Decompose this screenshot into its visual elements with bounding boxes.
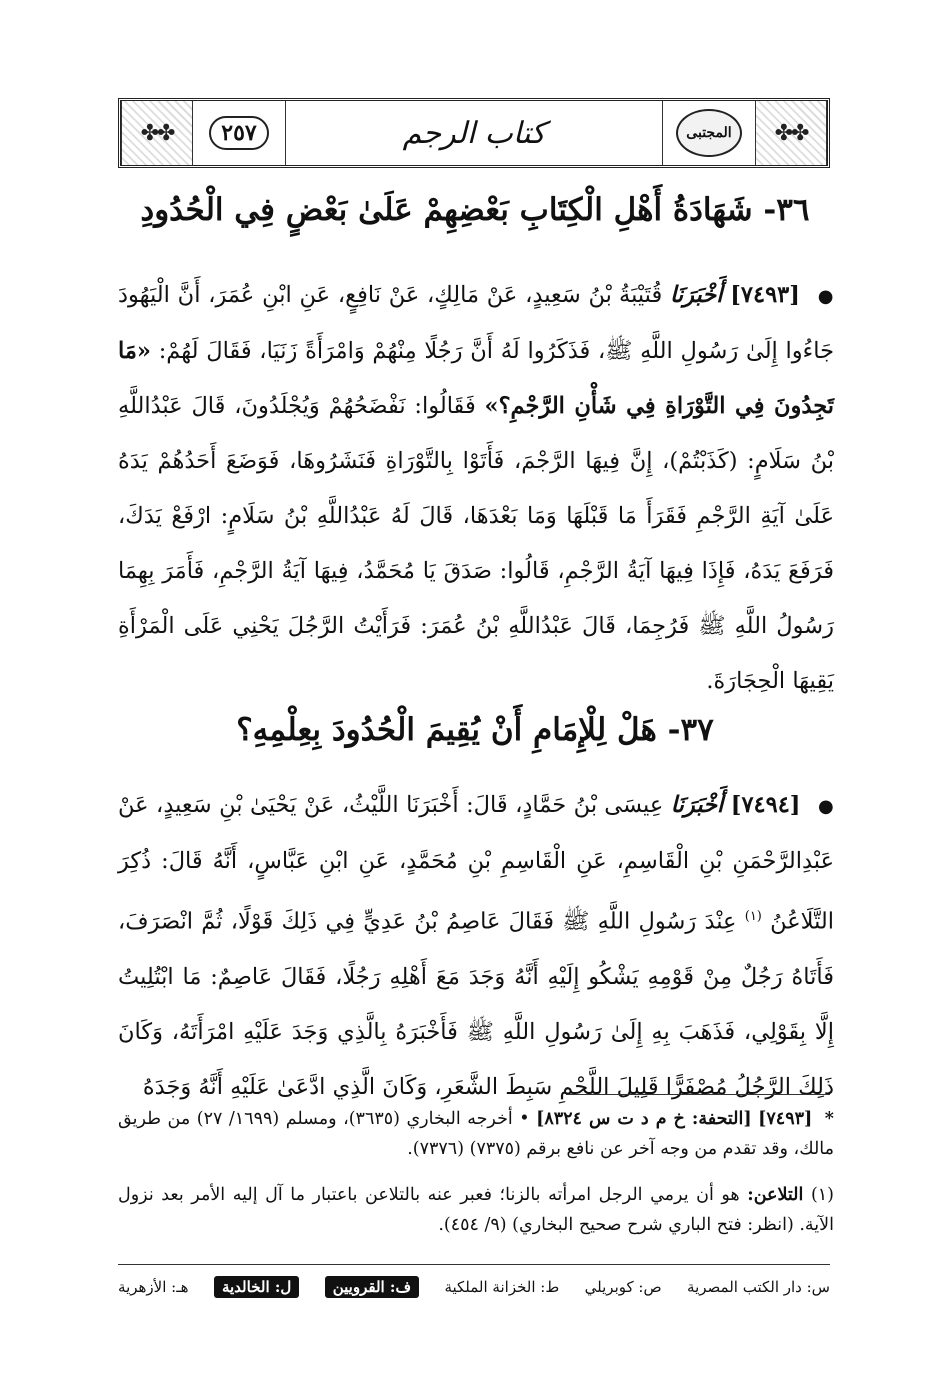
source-h: هـ: الأزهرية [118, 1278, 189, 1296]
footnote-1 [118, 1180, 834, 1240]
hadith-text-part-2: فَقَالُوا: نَفْضَحُهُمْ وَيُجْلَدُونَ، قَالَ عَبْدُاللَّهِ بْنُ سَلَامٍ: (كَذَبْتُمْ)، إِنَّ فِيهَا الرَّجْمَ، فَأَتَوْا بِالتَّوْرَاةِ فَنَشَرُوهَا، فَوَضَعَ أَحَدُهُمْ يَدَهُ عَلَىٰ آيَةِ الرَّجْمِ فَقَرَأَ مَا قَبْلَهَا وَمَا بَعْدَهَا، قَالَ لَهُ عَبْدُاللَّهِ بْنُ سَلَامٍ: ارْفَعْ يَدَكَ، فَرَفَعَ يَدَهُ، فَإِذَا فِيهَا آيَةُ الرَّجْمِ، قَالُوا: صَدَقَ يَا مُحَمَّدُ، فِيهَا آيَةُ الرَّجْمِ، فَأَمَرَ بِهِمَا رَسُولُ اللَّهِ ﷺ فَرُجِمَا، قَالَ عَبْدُاللَّهِ بْنُ عُمَرَ: فَرَأَيْتُ الرَّجُلَ يَحْنِي عَلَى الْمَرْأَةِ يَقِيهَا الْحِجَارَةَ. [118, 393, 834, 694]
akhbarana-label: أَخْبَرَنَا [670, 792, 724, 818]
hadith-text-part-1: عِيسَى بْنُ حَمَّادٍ، قَالَ: أَخْبَرَنَا اللَّيْثُ، عَنْ يَحْيَىٰ بْنِ سَعِيدٍ، عَنْ عَبْدِالرَّحْمَنِ بْنِ الْقَاسِمِ، عَنِ الْقَاسِمِ بْنِ مُحَمَّدٍ، عَنِ ابْنِ عَبَّاسٍ، أَنَّهُ قَالَ: ذُكِرَ التَّلَاعُنُ [118, 792, 834, 935]
header-ornament-right: ✤✤ [755, 101, 827, 165]
hadith-number: [٧٤٩٣] [730, 282, 800, 308]
book-logo-text: المجتبى [676, 109, 742, 157]
section-heading-37: ٣٧- هَلْ لِلْإِمَامِ أَنْ يُقِيمَ الْحُدُودَ بِعِلْمِهِ؟ [236, 712, 714, 748]
book-logo [663, 101, 755, 165]
footnote-ref-number: [٧٤٩٣] [758, 1109, 813, 1129]
bullet-icon: ● [817, 796, 835, 817]
footnote-1-text: هو أن يرمي الرجل امرأته بالزنا؛ فعبر عنه بالتلاعن باعتبار ما آل إليه الأمر بعد نزول الآية. (انظر: فتح الباري شرح صحيح البخاري) (٩/ ٤٥٤). [118, 1185, 834, 1235]
header-ornament-left: ✤✤ [121, 101, 193, 165]
hadith-7493 [118, 268, 834, 709]
page-number: ٢٥٧ [209, 116, 268, 150]
chapter-title: كتاب الرجم [285, 101, 663, 165]
prophet-quote: «مَا تَجِدُونَ فِي التَّوْرَاةِ فِي شَأْنِ الرَّجْمِ؟» [118, 338, 834, 419]
source-s2: ص: كوبريلي [584, 1278, 662, 1296]
running-header [118, 98, 830, 168]
footnote-1-term: التلاعن: [747, 1185, 804, 1205]
akhbarana-label: أَخْبَرَنَا [669, 282, 723, 308]
hadith-text-part-2: عِنْدَ رَسُولِ اللَّهِ ﷺ فَقَالَ عَاصِمُ بْنُ عَدِيٍّ فِي ذَلِكَ قَوْلًا، ثُمَّ انْصَرَفَ، فَأَتَاهُ رَجُلٌ مِنْ قَوْمِهِ يَشْكُو إِلَيْهِ أَنَّهُ وَجَدَ مَعَ أَهْلِهِ رَجُلًا، فَقَالَ عَاصِمٌ: مَا ابْتُلِيتُ إِلَّا بِقَوْلِي، فَذَهَبَ بِهِ إِلَىٰ رَسُولِ اللَّهِ ﷺ فَأَخْبَرَهُ بِالَّذِي وَجَدَ عَلَيْهِ امْرَأَتَهُ، وَكَانَ ذَلِكَ الرَّجُلُ مُصْفَرًّا قَلِيلَ اللَّحْمِ سَبِطَ الشَّعَرِ، وَكَانَ الَّذِي ادَّعَىٰ عَلَيْهِ أَنَّهُ وَجَدَهُ [118, 908, 834, 1100]
hadith-7494 [118, 778, 834, 1115]
footnote-note-1: • أخرجه البخاري (٣٦٣٥)، ومسلم (١٦٩٩/ ٢٧) من طريق مالك، وقد تقدم من وجه آخر عن نافع برقم (٧٣٧٥) (٧٣٧٦). [118, 1109, 834, 1159]
page-number-badge [193, 101, 285, 165]
footnote-1-number: (١) [810, 1185, 834, 1205]
sources-divider [118, 1264, 830, 1265]
source-f: ف: القرويين [325, 1276, 419, 1298]
source-t: ط: الخزانة الملكية [444, 1278, 560, 1296]
hadith-number: [٧٤٩٤] [730, 792, 801, 818]
manuscript-sources [118, 1270, 830, 1304]
section-heading-36: ٣٦- شَهَادَةُ أَهْلِ الْكِتَابِ بَعْضِهِمْ عَلَىٰ بَعْضٍ فِي الْحُدُودِ [140, 192, 810, 228]
footnote-ref[interactable]: (١) [744, 909, 762, 924]
bullet-icon: ● [817, 286, 835, 307]
star-icon: * [824, 1109, 834, 1129]
source-s: س: دار الكتب المصرية [687, 1278, 830, 1296]
footnote-tuhfa: [التحفة: خ م د ت س ٨٣٢٤] [536, 1109, 752, 1129]
source-l: ل: الخالدية [214, 1276, 299, 1298]
footnote-divider [566, 1094, 830, 1095]
footnote-takhrij [118, 1104, 834, 1164]
hadith-text-part-1: قُتَيْبَةُ بْنُ سَعِيدٍ، عَنْ مَالِكٍ، عَنْ نَافِعٍ، عَنِ ابْنِ عُمَرَ، أَنَّ الْيَهُودَ جَاءُوا إِلَىٰ رَسُولِ اللَّهِ ﷺ، فَذَكَرُوا لَهُ أَنَّ رَجُلًا مِنْهُمْ وَامْرَأَةً زَنَيَا، فَقَالَ لَهُمْ: [118, 282, 834, 364]
